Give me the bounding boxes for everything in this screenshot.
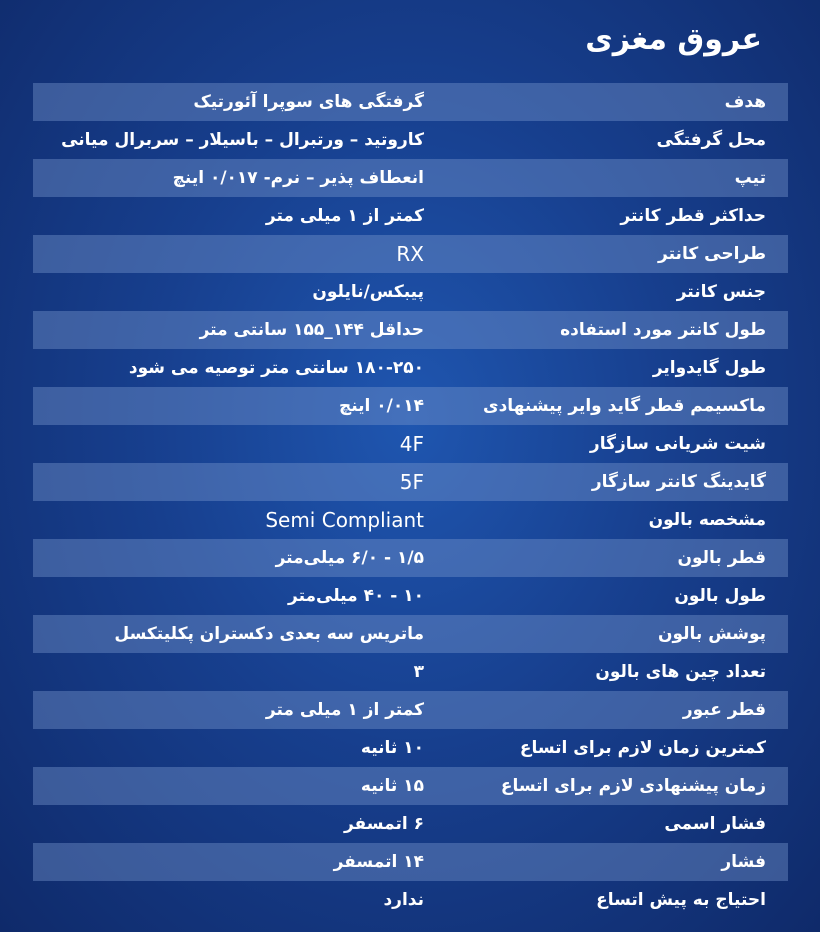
row-label: تیپ bbox=[734, 168, 766, 188]
row-value: ۱۰ - ۴۰ میلی‌متر bbox=[288, 586, 424, 606]
row-label: حداکثر قطر کانتر bbox=[620, 206, 766, 226]
row-value: ۱۴ اتمسفر bbox=[333, 852, 424, 872]
table-row bbox=[33, 463, 788, 501]
table-row bbox=[33, 501, 788, 539]
row-value: ۰/۰۱۴ اینچ bbox=[338, 396, 424, 416]
row-value: 4F bbox=[399, 432, 424, 456]
table-row bbox=[33, 159, 788, 197]
row-label: طراحی کانتر bbox=[658, 244, 766, 264]
row-label: گایدینگ کانتر سازگار bbox=[591, 472, 766, 492]
row-label: محل گرفتگی bbox=[656, 130, 766, 150]
row-label: شیت شریانی سازگار bbox=[589, 434, 766, 454]
row-value: 5F bbox=[399, 470, 424, 494]
table-row bbox=[33, 615, 788, 653]
table-row bbox=[33, 197, 788, 235]
row-value: کمتر از ۱ میلی متر bbox=[265, 700, 424, 720]
table-row bbox=[33, 653, 788, 691]
table-row bbox=[33, 577, 788, 615]
row-label: کمترین زمان لازم برای اتساع bbox=[519, 738, 766, 758]
table-row bbox=[33, 121, 788, 159]
row-value: کمتر از ۱ میلی متر bbox=[265, 206, 424, 226]
table-row bbox=[33, 235, 788, 273]
spec-table bbox=[33, 83, 788, 919]
row-label: مشخصه بالون bbox=[648, 510, 766, 530]
row-label: احتیاج به پیش اتساع bbox=[596, 890, 766, 910]
table-row bbox=[33, 843, 788, 881]
row-value: انعطاف پذیر – نرم- ۰/۰۱۷ اینچ bbox=[172, 168, 424, 188]
row-label: طول گایدوایر bbox=[652, 358, 766, 378]
table-row bbox=[33, 539, 788, 577]
row-label: پوشش بالون bbox=[657, 624, 766, 644]
table-row bbox=[33, 387, 788, 425]
row-value: ندارد bbox=[383, 890, 424, 910]
row-label: تعداد چین های بالون bbox=[595, 662, 766, 682]
row-value: ۱۸۰-۲۵۰ سانتی متر توصیه می شود bbox=[128, 358, 424, 378]
row-label: زمان پیشنهادی لازم برای اتساع bbox=[500, 776, 766, 796]
row-label: قطر بالون bbox=[677, 548, 766, 568]
row-value: Semi Compliant bbox=[265, 508, 424, 532]
row-label: طول بالون bbox=[674, 586, 766, 606]
table-row bbox=[33, 881, 788, 919]
table-row bbox=[33, 805, 788, 843]
row-value: ۳ bbox=[413, 662, 424, 682]
row-label: فشار bbox=[721, 852, 766, 872]
table-row bbox=[33, 767, 788, 805]
row-value: ۱۵ ثانیه bbox=[360, 776, 424, 796]
row-value: ماتریس سه بعدی دکستران پکلیتکسل bbox=[114, 624, 424, 644]
row-label: فشار اسمی bbox=[664, 814, 766, 834]
row-label: هدف bbox=[724, 92, 766, 112]
row-value: RX bbox=[396, 242, 424, 266]
row-label: طول کانتر مورد استفاده bbox=[560, 320, 766, 340]
row-value: گرفتگی های سوپرا آئورتیک bbox=[193, 92, 424, 112]
table-row bbox=[33, 691, 788, 729]
row-value: ۶ اتمسفر bbox=[343, 814, 424, 834]
table-row bbox=[33, 729, 788, 767]
row-label: جنس کانتر bbox=[676, 282, 766, 302]
row-label: ماکسیمم قطر گاید وایر پیشنهادی bbox=[483, 396, 766, 416]
row-value: ۱۰ ثانیه bbox=[360, 738, 424, 758]
table-row bbox=[33, 273, 788, 311]
table-row bbox=[33, 425, 788, 463]
row-value: کاروتید – ورتبرال – باسیلار – سربرال میانی bbox=[61, 130, 424, 150]
row-value: پیبکس/نایلون bbox=[312, 282, 424, 302]
row-value: ۱/۵ - ۶/۰ میلی‌متر bbox=[275, 548, 424, 568]
table-row bbox=[33, 311, 788, 349]
page-title: عروق مغزی bbox=[585, 22, 762, 57]
row-label: قطر عبور bbox=[682, 700, 766, 720]
table-row bbox=[33, 83, 788, 121]
table-row bbox=[33, 349, 788, 387]
row-value: حداقل ۱۴۴_۱۵۵ سانتی متر bbox=[199, 320, 424, 340]
